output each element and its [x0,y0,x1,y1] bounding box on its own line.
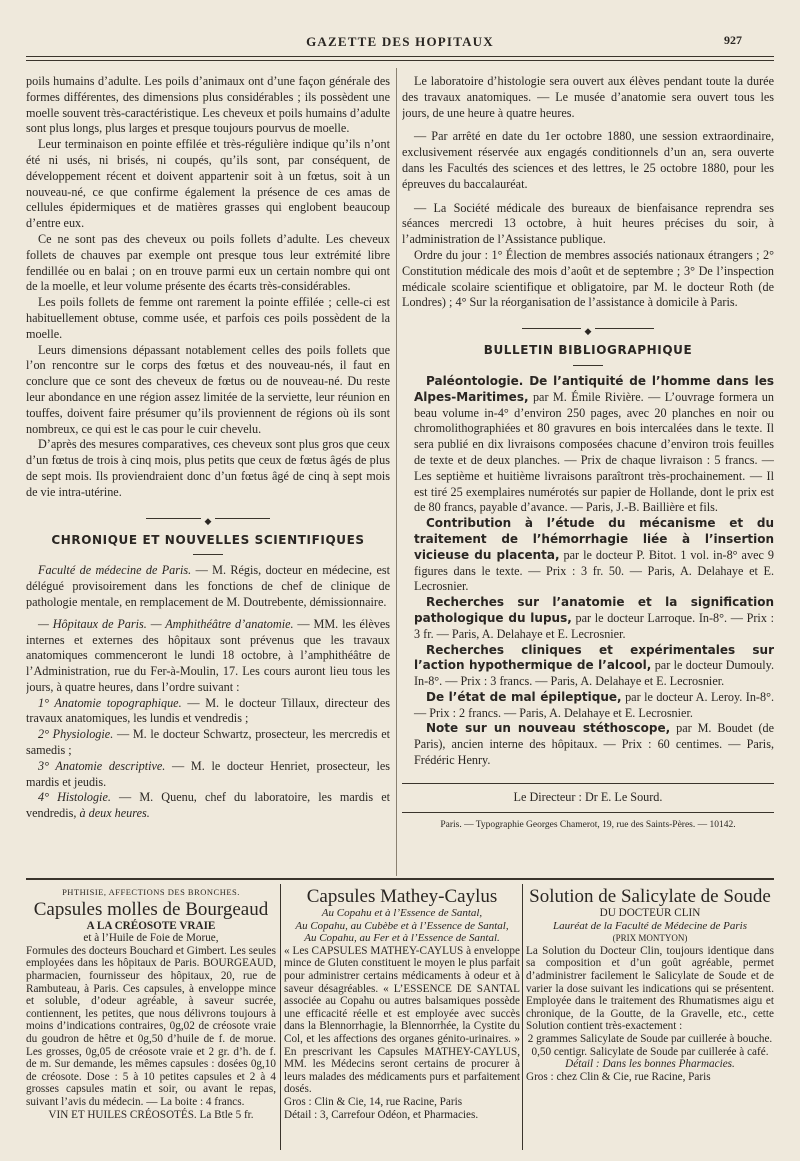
ad-title: Capsules molles de Bourgeaud [33,898,269,920]
ad-kicker: PHTHISIE, AFFECTIONS DES BRONCHES. [62,887,240,897]
ornament-glyph: ◆ [581,326,596,336]
ad-gros: Gros : chez Clin & Cie, rue Racine, Paris [526,1070,711,1083]
ads-top-rule [26,878,774,880]
entry-text: par M. Boudet (de Paris), ancien interne des hôpitaux. — Prix : 60 centimes. — Paris, Frédéric Henry. [414,721,774,768]
ad-title: Solution de Salicylate de Soude [529,886,771,907]
paragraph: — La Société médicale des bureaux de bienfaisance reprendra ses séances mercredi 13 octobre, à huit heures précises du soir, à l’administration de l’Assistance publique. [402,200,774,247]
item-lead: 4° Histologie. [38,790,111,805]
entry-text: par le docteur Dumouly. In-8°. — Prix : 3 francs. — Paris, A. Delahaye et E. Lecrosnier. [414,658,774,689]
page-number: 927 [724,33,742,47]
entry-title: Recherches sur l’anatomie et la signification pathologique du lupus, [414,595,774,625]
biblio-entry [402,690,774,722]
ad-dose: 2 grammes Salicylate de Soude par cuillerée à bouche. [527,1032,773,1045]
paragraph: Ce ne sont pas des cheveux ou poils follets d’adulte. Les cheveux follets de chauves par exemple ont presque tous leur extrémité libre fendillée ou en balai ; on en trouve parmi eux un certain nombre qui ont de la moelle, et leur volume présente des écarts très-considérables. [26,231,390,294]
item-text: — M. le docteur Henriet, prosecteur, les mardis et jeudis. [26,758,390,789]
ornament-divider [402,323,774,337]
item-text: — MM. les élèves internes et externes des hôpitaux sont prévenus que les travaux anatomiques commenceront le lundi 18 octobre, à l’amphithéâtre de l’Administration, rue du Fer-à-Moulin, 17. Les cours auront lieu tous les jours, à quatre heures, dans l’ordre suivant : [26,616,390,694]
ad-subtitle-2: et à l’Huile de Foie de Morue, [83,932,219,945]
advertisement-mathey-caylus [284,886,520,1148]
ornament-glyph: ◆ [201,516,216,526]
biblio-entry [402,595,774,642]
ad-title: Capsules Mathey-Caylus [306,886,498,907]
paragraph: Leurs dimensions dépassant notablement celles des poils follets que l’on rencontre sur le corps des fœtus et des nouveau-nés, il faut en conclure que ce sont des cheveux de fœtus ou de nouveau-né. Du reste leur abondance en une région assez limitée de la serviette, leur réunion en touffes, doivent faire présumer qu’ils proviennent de régions où ils sont nombreux, ce qui est le cas pour le cuir chevelu. [26,342,390,436]
item-lead: 1° Anatomie topographique. [38,695,182,710]
ad-detail: Détail : 3, Carrefour Odéon, et Pharmacies. [284,1108,479,1121]
header-rule-top [26,56,774,57]
ad-dose: 0,50 centigr. Salicylate de Soude par cuillerée à café. [531,1045,769,1058]
item-lead: Faculté de médecine de Paris. [38,563,192,578]
ad-body: « Les CAPSULES MATHEY-CAYLUS à enveloppe mince de Gluten constituent le moyen le plus parfait pour administrer certains médicaments à odeur et à saveur désagréables. « L’ESSENCE DE SANTAL associée au Copahu ou autres balsamiques possède une efficacité réelle et est employée avec succès dans la Blennorrhagie, la Blennorrhée, la Cystite du Col, et les affections des organes génito-urinaires. » En prescrivant les Capsules MATHEY-CAYLUS, MM. les Médecins seront certains de procurer à leurs malades des médicaments purs et parfaitement dosés. [284,944,520,1096]
ad-footer: VIN ET HUILES CRÉOSOTÉS. La Btle 5 fr. [48,1108,254,1121]
section-rule [573,365,603,366]
item-text: — M. Régis, docteur en médecine, est délégué provisoirement dans les fonctions de chef de clinique de pathologie mentale, en remplacement de M. Doutrebente, démissionnaire. [26,563,390,609]
entry-title: Contribution à l’étude du mécanisme et du traitement de l’hémorrhagie liée à l’insertion vicieuse du placenta, [414,516,774,562]
paragraph: poils humains d’adulte. Les poils d’animaux ont d’une façon générale des formes différentes, des dimensions plus considérables ; ils possèdent une moelle souvent très-caractéristique. Les cheveux et poils humains d’adulte sont plus longs, plus larges et presque toujours pourvus de moelle. [26,74,390,136]
entry-text: par le docteur P. Bitot. 1 vol. in-8° avec 9 figures dans le texte. — Prix : 3 fr. 50. — Paris, A. Delahaye et E. Lecrosnier. [414,547,774,594]
right-column [402,74,774,874]
entry-text: par M. Émile Rivière. — L’ouvrage formera un beau volume in-4° d’environ 250 pages, avec 20 planches en noir ou chromolithographiées et 80 gravures en bois intercalées dans le texte. Il sera publié en dix livraisons composées chacune d’environ trois feuilles de texte et de deux planches. — Prix de chaque livraison : 5 francs. — Les septième et huitième livraisons paraîtront très-prochainement. — Il est tiré 25 exemplaires numérotés sur papier de Hollande, dont le prix est de 80 francs, payable d’avance. — Paris, J.-B. Baillière et fils. [414,389,774,515]
item-tail: à deux heures. [79,806,150,821]
entry-text: par le docteur A. Leroy. In-8°. — Prix : 2 francs. — Paris, A. Delahaye et E. Lecrosnier. [414,689,774,720]
paragraph: Leur terminaison en pointe effilée et très-régulière indique qu’ils n’ont été ni usés, ni brisés, ni coupés, qu’ils sont, par conséquent, de développement récent et doivent appartenir soit à un fœtus, soit à un nouveau-né, ce que confirme également la présence de ces amas de cellules épidermiques et de matières grasses qui englobent beaucoup d’entre eux. [26,137,390,231]
entry-title: Note sur un nouveau stéthoscope, [426,721,671,736]
entry-title: Recherches cliniques et expérimentales sur l’action hypothermique de l’alcool, [414,642,774,673]
chronique-item [26,727,390,759]
ad-body: La Solution du Docteur Clin, toujours identique dans sa composition et d’un goût agréable, permet d’administrer facilement le Salicylate de Soude et de varier la dose suivant les indications qui se présentent. Employée dans le traitement des Rhumatismes aigu et chronique, de la Goutte, de la Gravelle, etc., cette Solution contient très-exactement : [526,944,774,1033]
section-title-bulletin: BULLETIN BIBLIOGRAPHIQUE [483,343,693,358]
left-column [26,74,390,874]
item-lead: — Hôpitaux de Paris. — Amphithéâtre d’anatomie. [38,616,294,631]
item-text: — M. le docteur Tillaux, directeur des travaux anatomiques, les lundis et vendredis ; [26,695,390,726]
paragraph: Le laboratoire d’histologie sera ouvert aux élèves pendant toute la durée des travaux anatomiques. — Le musée d’anatomie sera ouvert tous les jours, de une heure à quatre heures. [402,74,774,120]
chronique-item [26,696,390,728]
imprint-line: Paris. — Typographie Georges Chamerot, 19, rue des Saints-Pères. — 10142. [440,819,736,830]
chronique-item [26,759,390,791]
signature-block [402,783,774,834]
biblio-entry [402,374,774,516]
paragraph: Ordre du jour : 1° Élection de membres associés nationaux étrangers ; 2° Constitution médicale des mois d’août et de septembre ; 3° De l’inspection médicale scolaire scientifique et obligatoire, par M. le docteur Roth (de Londres) ; 4° Sur la réorganisation de l’assistance à domicile à Paris. [402,247,774,310]
item-lead: 2° Physiologie. [38,727,114,742]
paragraph: Les poils follets de femme ont rarement la pointe effilée ; celle-ci est habituellement obtuse, comme usée, et parfois ces poils possèdent de la moelle. [26,295,390,341]
entry-text: par le docteur Larroque. In-8°. — Prix : 3 fr. — Paris, A. Delahaye et E. Lecrosnier. [414,610,774,641]
chronique-item [26,617,390,696]
column-divider [396,68,397,876]
item-text: — M. le docteur Schwartz, prosecteur, les mercredis et samedis ; [26,727,390,758]
chronique-item [26,790,390,822]
paragraph: — Par arrêté en date du 1er octobre 1880, une session extraordinaire, exclusivement réservée aux engagés conditionnels d’un an, sera ouverte dans les Facultés des sciences et des lettres, le 25 octobre 1880, pour les épreuves du baccalauréat. [402,129,774,191]
item-text: — M. Quenu, chef du laboratoire, les mardis et vendredis, [26,790,390,821]
entry-title: De l’état de mal épileptique, [426,689,622,704]
entry-title: Paléontologie. De l’antiquité de l’homme dans les Alpes-Maritimes, [414,373,774,404]
paragraph: D’après des mesures comparatives, ces cheveux sont plus gros que ceux d’un fœtus de trois à cinq mois, plus petits que ceux de fœtus âgés de plus de sept mois. Ils proviendraient donc d’un fœtus âgé de cinq à sept mois de vie intra-utérine. [26,437,390,499]
ad-sub: DU DOCTEUR CLIN [599,907,701,919]
ad-sub: Lauréat de la Faculté de Médecine de Paris [553,919,747,932]
section-rule [193,554,223,555]
ad-sub: Au Copahu, au Fer et à l’Essence de Santal. [304,932,500,945]
biblio-entry [402,721,774,768]
ad-gros: Gros : Clin & Cie, 14, rue Racine, Paris [284,1095,463,1108]
ad-subtitle: A LA CRÉOSOTE VRAIE [86,919,216,932]
ad-sub: (PRIX MONTYON) [612,933,688,944]
header-rule-bottom [26,60,774,61]
chronique-item [26,563,390,610]
biblio-entry [402,516,774,595]
ad-divider [522,884,523,1150]
ornament-divider [26,513,390,526]
biblio-entry [402,643,774,690]
ad-divider [280,884,281,1150]
advertisement-salicylate [526,886,774,1148]
ad-sub: Au Copahu et à l’Essence de Santal, [321,907,483,919]
ad-body: Formules des docteurs Bouchard et Gimbert. Les seules employées dans les hôpitaux de Paris. BOURGEAUD, pharmacien, fournisseur des hôpitaux, 20, rue de Rambuteau, à Paris. Ces capsules, à enveloppe mince et soluble, d’odeur agréable, à saveur sucrée, contiennent, les petites, que nous délivrons toujours à moins d’indications contraires, 0g,02 de créosote vraie du goudron de hêtre et 0g,50 d’huile de f. de morue. Les grosses, 0g,05 de créosote vraie et 2 gr. d’h. de f. de m. Sur demande, les mêmes capsules : dosées 0g,10 de créosote. Dose : 5 à 10 petites capsules et 2 à 4 grosses capsules matin et soir, ou avant le repas, suivant l’avis du médecin. — La boite : 4 francs. [26,944,276,1108]
item-lead: 3° Anatomie descriptive. [38,758,166,773]
director-signature: Le Directeur : Dr E. Le Sourd. [402,790,774,813]
advertisement-bourgeaud [26,886,276,1148]
running-title: GAZETTE DES HOPITAUX [306,34,494,49]
section-title-chronique: CHRONIQUE ET NOUVELLES SCIENTIFIQUES [51,532,365,547]
ad-detail: Détail : Dans les bonnes Pharmacies. [565,1058,735,1071]
ad-sub: Au Copahu, au Cubèbe et à l’Essence de Santal, [295,919,509,932]
